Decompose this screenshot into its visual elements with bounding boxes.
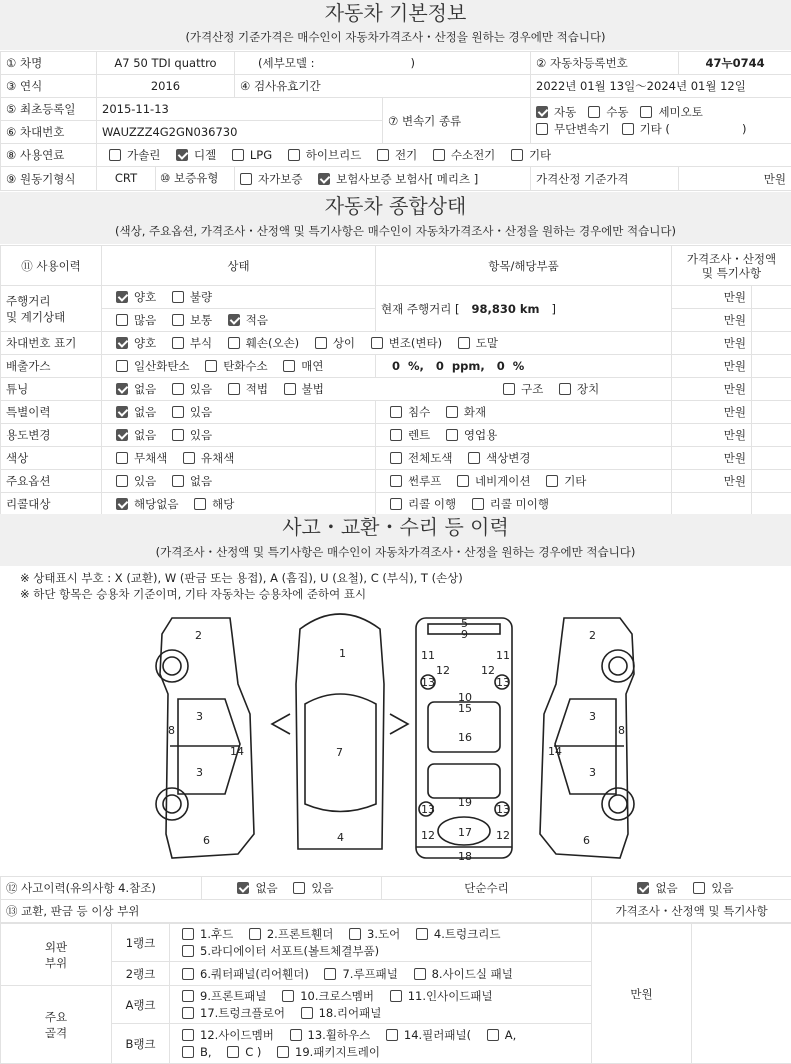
section-status-header (0, 192, 791, 244)
checkbox-icon (487, 1029, 499, 1041)
mileage-low[interactable]: 적음 (228, 312, 268, 328)
checkbox-icon (172, 291, 184, 303)
option-none[interactable]: 없음 (172, 473, 212, 489)
exchange-label: ⑬ 교환, 판금 등 이상 부위 (1, 900, 592, 923)
part-5-label: 5 (461, 617, 468, 630)
part-3r-label: 3 (589, 710, 596, 723)
emission-hc[interactable]: 탄화수소 (205, 358, 267, 374)
part-rear-panel[interactable]: 18.리어패널 (301, 1005, 382, 1022)
checkbox-icon (232, 149, 244, 161)
checkbox-icon (172, 406, 184, 418)
detail-model-close: ) (410, 56, 415, 70)
inspection-period: 2022년 01월 13일～2024년 01월 12일 (531, 75, 791, 98)
checkbox-icon (277, 1046, 289, 1058)
usage-rent[interactable]: 렌트 (390, 427, 430, 443)
part-13b-label: 13 (421, 803, 435, 816)
car-right-side (540, 618, 634, 858)
part-pillar-c[interactable]: C ) (227, 1044, 261, 1061)
col-price: 가격조사・산정액 및 특기사항 (672, 246, 791, 286)
fuel-opt-gasoline[interactable]: 가솔린 (109, 147, 160, 163)
accident-label: ⑫ 사고이력(유의사항 4.참조) (1, 877, 202, 900)
fuel-opt-electric[interactable]: 전기 (377, 147, 417, 163)
section-basic-header (0, 0, 791, 50)
part-2r-label: 2 (589, 629, 596, 642)
part-3b-label: 3 (196, 766, 203, 779)
part-hood[interactable]: 1.후드 (182, 926, 233, 943)
year: 2016 (97, 75, 235, 98)
part-13rb-label: 13 (496, 803, 510, 816)
checkbox-icon (172, 475, 184, 487)
trans-opt-auto[interactable]: 자동 (536, 104, 576, 121)
warranty-label: ⑩ 보증유형 (155, 167, 218, 190)
checkbox-icon (109, 149, 121, 161)
checkbox-icon (640, 106, 652, 118)
vin-mark-label: 차대번호 표기 (1, 332, 102, 355)
checkbox-icon (637, 882, 649, 894)
detail-model-label: (세부모델 : (258, 56, 314, 70)
part-19-label: 19 (458, 796, 472, 809)
part-16-label: 16 (458, 731, 472, 744)
vin-mark-good[interactable]: 양호 (116, 335, 156, 351)
section-note: (가격조사・산정액 및 특기사항은 매수인이 자동차가격조사・산정을 원하는 경우에만 적습니다) (0, 540, 791, 564)
part-3rb-label: 3 (589, 766, 596, 779)
part-7-label: 7 (336, 746, 343, 759)
checkbox-icon (588, 106, 600, 118)
part-radiator-support[interactable]: 5.라디에이터 서포트(볼트체결부품) (182, 943, 379, 960)
trans-opt-cvt[interactable]: 무단변속기 (536, 121, 610, 138)
car-left-side (156, 618, 254, 858)
mileage-many[interactable]: 많음 (116, 312, 156, 328)
checkbox-icon (318, 173, 330, 185)
fuel-opt-hybrid[interactable]: 하이브리드 (288, 147, 362, 163)
checkbox-icon (433, 149, 445, 161)
mileage-label: 주행거리 및 계기상태 (1, 286, 102, 332)
part-10-label: 10 (458, 691, 472, 704)
checkbox-icon (315, 337, 327, 349)
legend-line-2: ※ 하단 항목은 승용차 기준이며, 기타 자동차는 승용차에 준하여 표시 (20, 586, 463, 602)
col-history: ⑪ 사용이력 (1, 246, 102, 286)
part-8-label: 8 (168, 724, 175, 737)
checkbox-icon (290, 1029, 302, 1041)
checkbox-icon (446, 429, 458, 441)
checkbox-icon (227, 1046, 239, 1058)
car-diagram (0, 604, 791, 874)
accident-table (0, 876, 791, 923)
checkbox-icon (468, 452, 480, 464)
usage-label: 용도변경 (1, 424, 102, 447)
exchange-price-label: 가격조사・산정액 및 특기사항 (592, 900, 791, 923)
fuel-opt-other[interactable]: 기타 (511, 147, 551, 163)
vin-label: ⑥ 차대번호 (1, 121, 97, 144)
part-trunk-lid[interactable]: 4.트렁크리드 (416, 926, 501, 943)
special-label: 특별이력 (1, 401, 102, 424)
checkbox-icon (116, 360, 128, 372)
checkbox-icon (240, 173, 252, 185)
simple-repair-yes[interactable]: 있음 (693, 880, 733, 896)
checkbox-icon (284, 383, 296, 395)
checkbox-icon (172, 337, 184, 349)
tuning-illegal[interactable]: 불법 (284, 381, 324, 397)
vin-mark-damage[interactable]: 훼손(오손) (228, 335, 299, 351)
checkbox-icon (172, 383, 184, 395)
part-3-label: 3 (196, 710, 203, 723)
checkbox-icon (301, 1007, 313, 1019)
tuning-device[interactable]: 장치 (559, 381, 599, 397)
checkbox-icon (116, 452, 128, 464)
tuning-label: 튜닝 (1, 378, 102, 401)
section-title: 자동차 기본정보 (0, 0, 791, 26)
tuning-structure[interactable]: 구조 (503, 381, 543, 397)
part-pillar-panel[interactable]: 14.필러패널( (386, 1027, 471, 1044)
checkbox-icon (116, 475, 128, 487)
part-6r-label: 6 (583, 834, 590, 847)
checkbox-icon (116, 406, 128, 418)
part-13-label: 13 (421, 676, 435, 689)
color-chromatic[interactable]: 유채색 (183, 450, 234, 466)
part-wheel-house[interactable]: 13.휠하우스 (290, 1027, 371, 1044)
special-yes[interactable]: 있음 (172, 404, 212, 420)
checkbox-icon (546, 475, 558, 487)
part-door[interactable]: 3.도어 (349, 926, 400, 943)
col-item: 항목/해당부품 (376, 246, 672, 286)
checkbox-icon (249, 928, 261, 940)
vin-mark-altered[interactable]: 변조(변타) (371, 335, 442, 351)
inspection-label: ④ 검사유효기간 (235, 75, 531, 98)
checkbox-icon (194, 498, 206, 510)
option-yes[interactable]: 있음 (116, 473, 156, 489)
checkbox-icon (116, 337, 128, 349)
mileage-normal[interactable]: 보통 (172, 312, 212, 328)
usage-none[interactable]: 없음 (116, 427, 156, 443)
price-unit: 만원 (679, 167, 791, 191)
part-2-label: 2 (195, 629, 202, 642)
part-13r-label: 13 (496, 676, 510, 689)
checkbox-icon (283, 360, 295, 372)
checkbox-icon (172, 314, 184, 326)
rankA-label: A랭크 (112, 986, 170, 1024)
part-18-label: 18 (458, 850, 472, 863)
checkbox-icon (182, 928, 194, 940)
checkbox-icon (116, 429, 128, 441)
checkbox-icon (414, 968, 426, 980)
first-reg-date: 2015-11-13 (97, 98, 383, 121)
checkbox-icon (536, 123, 548, 135)
checkbox-icon (416, 928, 428, 940)
checkbox-icon (228, 383, 240, 395)
emission-co[interactable]: 일산화탄소 (116, 358, 190, 374)
checkbox-icon (324, 968, 336, 980)
emission-values: 0 %, 0 ppm, 0 % (376, 355, 672, 378)
checkbox-icon (116, 314, 128, 326)
checkbox-icon (182, 945, 194, 957)
color-achromatic[interactable]: 무채색 (116, 450, 167, 466)
col-state: 상태 (102, 246, 376, 286)
trans-opt-other[interactable]: 기타 ( (622, 121, 670, 138)
part-9-label: 9 (461, 628, 468, 641)
checkbox-icon (116, 383, 128, 395)
part-12-label: 12 (436, 664, 450, 677)
part-12b-label: 12 (421, 829, 435, 842)
part-8r-label: 8 (618, 724, 625, 737)
mileage-current: 현재 주행거리 [ 98,830 km ] (376, 286, 672, 332)
mileage-good[interactable]: 양호 (116, 289, 156, 305)
checkbox-icon (390, 498, 402, 510)
main-frame-label: 주요 골격 (1, 986, 112, 1064)
rank2-label: 2랭크 (112, 962, 170, 986)
part-quarter-panel[interactable]: 6.쿼터패널(리어휀더) (182, 966, 309, 982)
checkbox-icon (536, 106, 548, 118)
checkbox-icon (377, 149, 389, 161)
accident-yes[interactable]: 있음 (293, 880, 333, 896)
checkbox-icon (293, 882, 305, 894)
basic-info-table (0, 51, 791, 191)
part-14r-label: 14 (548, 745, 562, 758)
vin: WAUZZZ4G2GN036730 (97, 121, 383, 144)
checkbox-icon (511, 149, 523, 161)
part-package-tray[interactable]: 19.패키지트레이 (277, 1044, 380, 1061)
option-other[interactable]: 기타 (546, 473, 586, 489)
checkbox-icon (390, 406, 402, 418)
recall-done[interactable]: 리콜 이행 (390, 496, 456, 512)
usage-yes[interactable]: 있음 (172, 427, 212, 443)
checkbox-icon (349, 928, 361, 940)
checkbox-icon (390, 429, 402, 441)
trans-close: ) (742, 122, 747, 136)
section-title: 자동차 종합상태 (0, 192, 791, 220)
part-14-label: 14 (230, 745, 244, 758)
checkbox-icon (390, 475, 402, 487)
special-none[interactable]: 없음 (116, 404, 156, 420)
accident-none[interactable]: 없음 (237, 880, 277, 896)
part-cross-member[interactable]: 10.크로스멤버 (282, 988, 374, 1005)
checkbox-icon (182, 1046, 194, 1058)
fuel-options (97, 144, 791, 167)
part-front-fender[interactable]: 2.프론트휀더 (249, 926, 334, 943)
option-label: 주요옵션 (1, 470, 102, 493)
checkbox-icon (472, 498, 484, 510)
option-navigation[interactable]: 네비게이션 (457, 473, 531, 489)
emission-smoke[interactable]: 매연 (283, 358, 323, 374)
price-label: 가격산정 기준가격 (531, 167, 679, 191)
checkbox-icon (176, 149, 188, 161)
part-side-member[interactable]: 12.사이드멤버 (182, 1027, 274, 1044)
checkbox-icon (390, 452, 402, 464)
recall-not-done[interactable]: 리콜 미이행 (472, 496, 549, 512)
year-label: ③ 연식 (1, 75, 97, 98)
part-11r-label: 11 (496, 649, 510, 662)
tuning-yes[interactable]: 있음 (172, 381, 212, 397)
part-12r-label: 12 (481, 664, 495, 677)
checkbox-icon (237, 882, 249, 894)
section-accident-header (0, 514, 791, 566)
exchange-price-unit: 만원 (592, 924, 692, 1064)
part-pillar-b[interactable]: B, (182, 1044, 212, 1061)
checkbox-icon (182, 990, 194, 1002)
checkbox-icon (183, 452, 195, 464)
checkbox-icon (228, 337, 240, 349)
color-change[interactable]: 색상변경 (468, 450, 530, 466)
reg-no-label: ② 자동차등록번호 (531, 52, 679, 75)
option-sunroof[interactable]: 썬루프 (390, 473, 441, 489)
car-name: A7 50 TDI quattro (97, 52, 235, 75)
checkbox-icon (172, 429, 184, 441)
checkbox-icon (386, 1029, 398, 1041)
section-note: (가격산정 기준가격은 매수인이 자동차가격조사・산정을 원하는 경우에만 적습니다) (0, 26, 791, 48)
checkbox-icon (390, 990, 402, 1002)
part-11-label: 11 (421, 649, 435, 662)
checkbox-icon (559, 383, 571, 395)
simple-repair-none[interactable]: 없음 (637, 880, 677, 896)
warranty-opt-insurance[interactable]: 보험사보증 보험사[ 메리츠 ] (318, 171, 478, 187)
checkbox-icon (288, 149, 300, 161)
part-front-panel[interactable]: 9.프론트패널 (182, 988, 267, 1005)
checkbox-icon (282, 990, 294, 1002)
checkbox-icon (457, 475, 469, 487)
part-4-label: 4 (337, 831, 344, 844)
reg-no: 47누0744 (679, 52, 791, 75)
special-fire[interactable]: 화재 (446, 404, 486, 420)
checkbox-icon (693, 882, 705, 894)
warranty-opt-self[interactable]: 자가보증 (240, 171, 302, 187)
tuning-none[interactable]: 없음 (116, 381, 156, 397)
part-roof-panel[interactable]: 7.루프패널 (324, 966, 397, 982)
mileage-value: 98,830 km (471, 302, 539, 316)
status-table: ⑪ 사용이력 상태 항목/해당부품 가격조사・산정액 및 특기사항 주행거리 및 계기상태 양호 불량 현재 주행거리 [ 98,830 km ] 만원 많음 보통 적음 만원 차대번호 표기 양호 부식 훼손(오손) 상이 변조(변타) 도말 만원 배출가스 일산화탄소 탄화수소 매연 0 %, 0 ppm, 0 % 만원 튜닝 없음 있음 적법 불법 구조 장치 만원 특별이력 없음 있음 침수 화재 만원 용도변경 없음 있음 렌트 영업용 만원 색상 무채색 유채색 전체도색 색상변경 만원 주요옵션 있음 없음 썬루프 네비게이션 기타 만원 리콜대상 해당없음 해당 리콜 이행 리콜 미이행 (0, 245, 791, 516)
part-side-sill[interactable]: 8.사이드실 패널 (414, 966, 513, 982)
legend (20, 570, 463, 602)
part-pillar-a[interactable]: A, (487, 1027, 517, 1044)
simple-repair-label: 단순수리 (382, 877, 592, 900)
engine-label: ⑨ 원동기형식 (1, 167, 97, 191)
checkbox-icon (182, 1029, 194, 1041)
vin-mark-differ[interactable]: 상이 (315, 335, 355, 351)
fuel-label: ⑧ 사용연료 (1, 144, 97, 167)
warranty-options (235, 167, 531, 191)
part-6-label: 6 (203, 834, 210, 847)
special-flood[interactable]: 침수 (390, 404, 430, 420)
car-name-label: ① 차명 (1, 52, 97, 75)
checkbox-icon (205, 360, 217, 372)
part-inside-panel[interactable]: 11.인사이드패널 (390, 988, 493, 1005)
usage-commercial[interactable]: 영업용 (446, 427, 497, 443)
legend-line-1: ※ 상태표시 부호 : X (교환), W (판금 또는 용접), A (흠집), U (요철), C (부식), T (손상) (20, 570, 463, 586)
part-15-label: 15 (458, 702, 472, 715)
emission-label: 배출가스 (1, 355, 102, 378)
trans-label: ⑦ 변속기 종류 (383, 98, 531, 144)
checkbox-icon (182, 968, 194, 980)
part-12rb-label: 12 (496, 829, 510, 842)
exchange-table (0, 923, 791, 1064)
vin-mark-smeared[interactable]: 도말 (458, 335, 498, 351)
checkbox-icon (446, 406, 458, 418)
tuning-legal[interactable]: 적법 (228, 381, 268, 397)
trans-options (531, 98, 791, 144)
section-note: (색상, 주요옵션, 가격조사・산정액 및 특기사항은 매수인이 자동차가격조사・산정을 원하는 경우에만 적습니다) (0, 220, 791, 242)
first-reg-label: ⑤ 최초등록일 (1, 98, 97, 121)
part-trunk-floor[interactable]: 17.트렁크플로어 (182, 1005, 285, 1022)
checkbox-icon (503, 383, 515, 395)
recall-label: 리콜대상 (1, 493, 102, 516)
fuel-opt-diesel[interactable]: 디젤 (176, 147, 216, 163)
recall-applicable[interactable]: 해당 (194, 496, 234, 512)
checkbox-icon (371, 337, 383, 349)
part-17-label: 17 (458, 826, 472, 839)
fuel-opt-lpg[interactable]: LPG (232, 148, 272, 162)
checkbox-icon (622, 123, 634, 135)
checkbox-icon (458, 337, 470, 349)
checkbox-icon (182, 1007, 194, 1019)
part-1-label: 1 (339, 647, 346, 660)
trans-opt-manual[interactable]: 수동 (588, 104, 628, 121)
checkbox-icon (116, 498, 128, 510)
trans-opt-semi[interactable]: 세미오토 (640, 104, 702, 121)
color-label: 색상 (1, 447, 102, 470)
rankB-label: B랭크 (112, 1024, 170, 1064)
mileage-bad[interactable]: 불량 (172, 289, 212, 305)
recall-none[interactable]: 해당없음 (116, 496, 178, 512)
section-title: 사고・교환・수리 등 이력 (0, 514, 791, 540)
engine-type: CRT (97, 171, 155, 185)
checkbox-icon (116, 291, 128, 303)
color-full-paint[interactable]: 전체도색 (390, 450, 452, 466)
rank1-label: 1랭크 (112, 924, 170, 962)
vin-mark-corrosion[interactable]: 부식 (172, 335, 212, 351)
fuel-opt-hydrogen[interactable]: 수소전기 (433, 147, 495, 163)
checkbox-icon (228, 314, 240, 326)
outer-panel-label: 외판 부위 (1, 924, 112, 986)
